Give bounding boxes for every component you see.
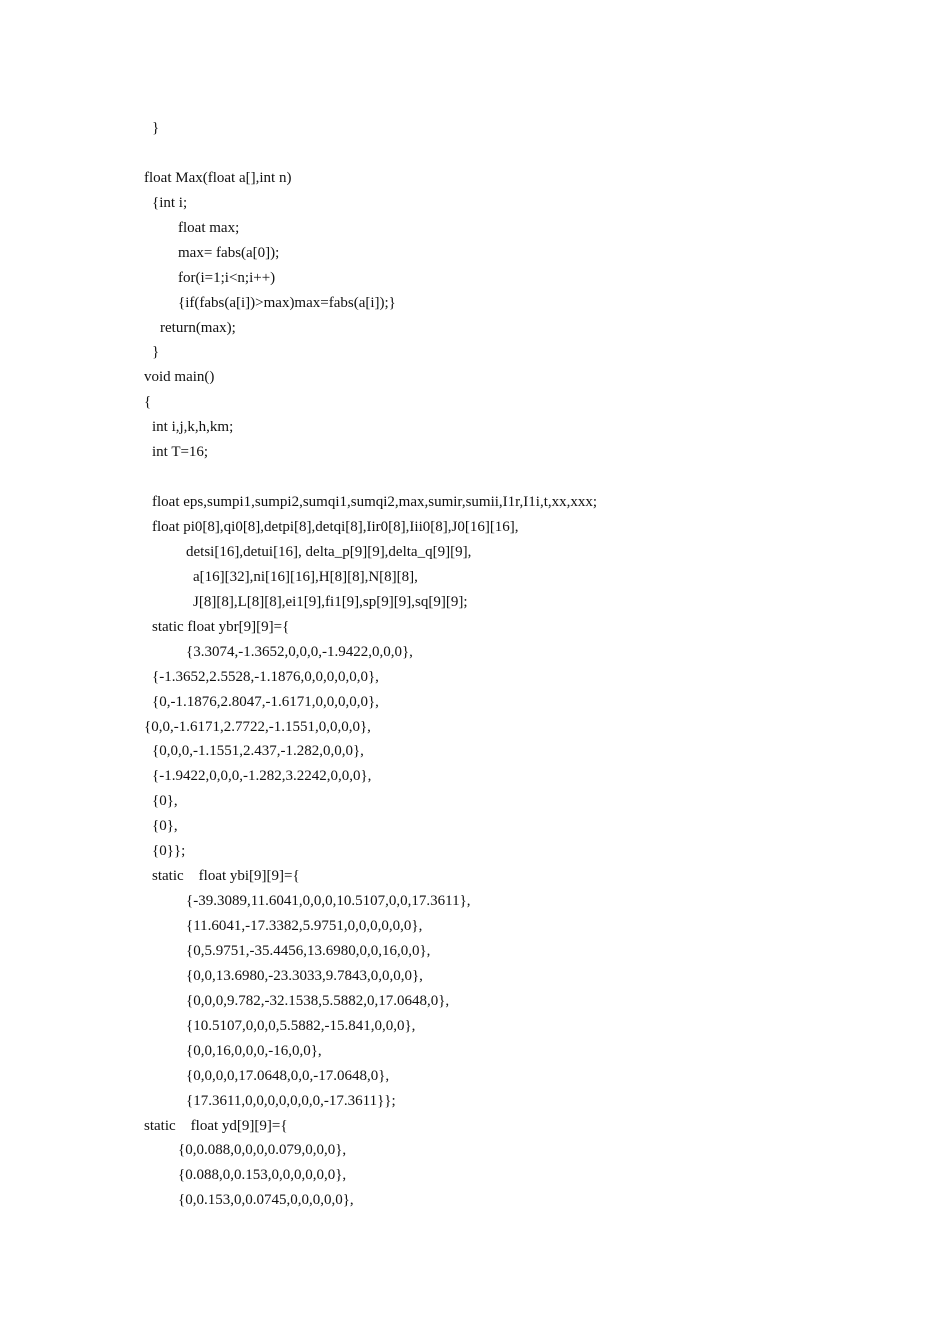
code-line [0,1138,950,1163]
code-text: float max; [178,219,240,236]
code-text: {11.6041,-17.3382,5.9751,0,0,0,0,0,0}, [186,918,423,934]
code-text: {0,0,13.6980,-23.3033,9.7843,0,0,0,0}, [186,967,423,984]
code-text: return(max); [160,319,236,336]
code-text: {-1.3652,2.5528,-1.1876,0,0,0,0,0,0}, [152,668,379,685]
code-text: } [152,120,160,136]
code-line [0,964,950,989]
code-line [0,565,950,590]
code-line [0,365,950,390]
code-text: {10.5107,0,0,0,5.5882,-15.841,0,0,0}, [186,1017,416,1034]
code-line [0,216,950,241]
code-line [0,141,950,166]
code-line [0,241,950,266]
code-line [0,989,950,1014]
code-text: {-1.9422,0,0,0,-1.282,3.2242,0,0,0}, [152,768,372,785]
code-text: {17.3611,0,0,0,0,0,0,0,-17.3611}}; [186,1092,396,1109]
code-line [0,739,950,764]
code-text: a[16][32],ni[16][16],H[8][8],N[8][8], [193,568,418,585]
code-text: } [152,344,160,361]
code-text: float pi0[8],qi0[8],detpi[8],detqi[8],Iir0[8],Iii0[8],J0[16][16], [152,519,519,535]
code-text: int i,j,k,h,km; [152,419,234,436]
code-text: {0}, [152,793,178,810]
code-line [0,415,950,440]
code-line [0,1163,950,1188]
code-listing [0,116,950,1213]
code-text: {int i; [152,194,188,211]
code-line [0,340,950,365]
code-line [0,715,950,740]
code-line [0,1114,950,1139]
code-line [0,590,950,615]
code-text: {0,0,16,0,0,0,-16,0,0}, [186,1042,322,1059]
code-text: {0,0,0,9.782,-32.1538,5.5882,0,17.0648,0}, [186,992,450,1009]
code-line [0,515,950,540]
code-text: max= fabs(a[0]); [178,244,280,261]
code-text: {0,-1.1876,2.8047,-1.6171,0,0,0,0,0}, [152,693,379,710]
code-text: void main() [144,369,215,386]
code-text: {0,0,0,0,17.0648,0,0,-17.0648,0}, [186,1067,390,1084]
code-line [0,266,950,291]
code-line [0,640,950,665]
code-text: float Max(float a[],int n) [144,169,292,186]
code-text: {0}, [152,818,178,835]
code-line [0,889,950,914]
code-text: {0,0.153,0,0.0745,0,0,0,0,0}, [178,1192,354,1209]
code-text: {0}}; [152,843,186,860]
code-line [0,690,950,715]
code-line [0,1014,950,1039]
code-line [0,540,950,565]
code-text: detsi[16],detui[16], delta_p[9][9],delta_q[9][9], [186,543,472,560]
code-text: J[8][8],L[8][8],ei1[9],fi1[9],sp[9][9],sq[9][9]; [193,593,468,610]
code-text: int T=16; [152,444,209,461]
code-text: {0.088,0,0.153,0,0,0,0,0,0}, [178,1167,347,1184]
code-text: {if(fabs(a[i])>max)max=fabs(a[i]);} [178,294,396,311]
code-text: {3.3074,-1.3652,0,0,0,-1.9422,0,0,0}, [186,643,413,660]
code-line [0,166,950,191]
code-line [0,764,950,789]
code-line [0,864,950,889]
code-line [0,390,950,415]
code-text: {0,0,0,-1.1551,2.437,-1.282,0,0,0}, [152,743,364,760]
code-line [0,1089,950,1114]
code-line [0,116,950,141]
code-text: float eps,sumpi1,sumpi2,sumqi1,sumqi2,max,sumir,sumii,I1r,I1i,t,xx,xxx; [152,494,598,511]
code-text: static float yd[9][9]={ [144,1117,288,1134]
code-line [0,191,950,216]
code-line [0,1039,950,1064]
code-text: for(i=1;i<n;i++) [178,269,276,286]
code-text: {0,5.9751,-35.4456,13.6980,0,0,16,0,0}, [186,942,431,959]
code-text: { [144,394,152,411]
code-line [0,465,950,490]
code-line [0,839,950,864]
code-line [0,440,950,465]
code-line [0,316,950,341]
code-text: {-39.3089,11.6041,0,0,0,10.5107,0,0,17.3611}, [186,893,471,910]
code-line [0,665,950,690]
code-line [0,615,950,640]
code-line [0,914,950,939]
code-line [0,939,950,964]
code-text: {0,0.088,0,0,0,0.079,0,0,0}, [178,1142,347,1159]
code-text: static float ybi[9][9]={ [152,868,300,885]
code-line [0,814,950,839]
code-line [0,1188,950,1213]
code-line [0,291,950,316]
code-line [0,490,950,515]
code-text: static float ybr[9][9]={ [152,618,290,635]
code-text: {0,0,-1.6171,2.7722,-1.1551,0,0,0,0}, [144,718,371,735]
code-line [0,1064,950,1089]
code-line [0,789,950,814]
